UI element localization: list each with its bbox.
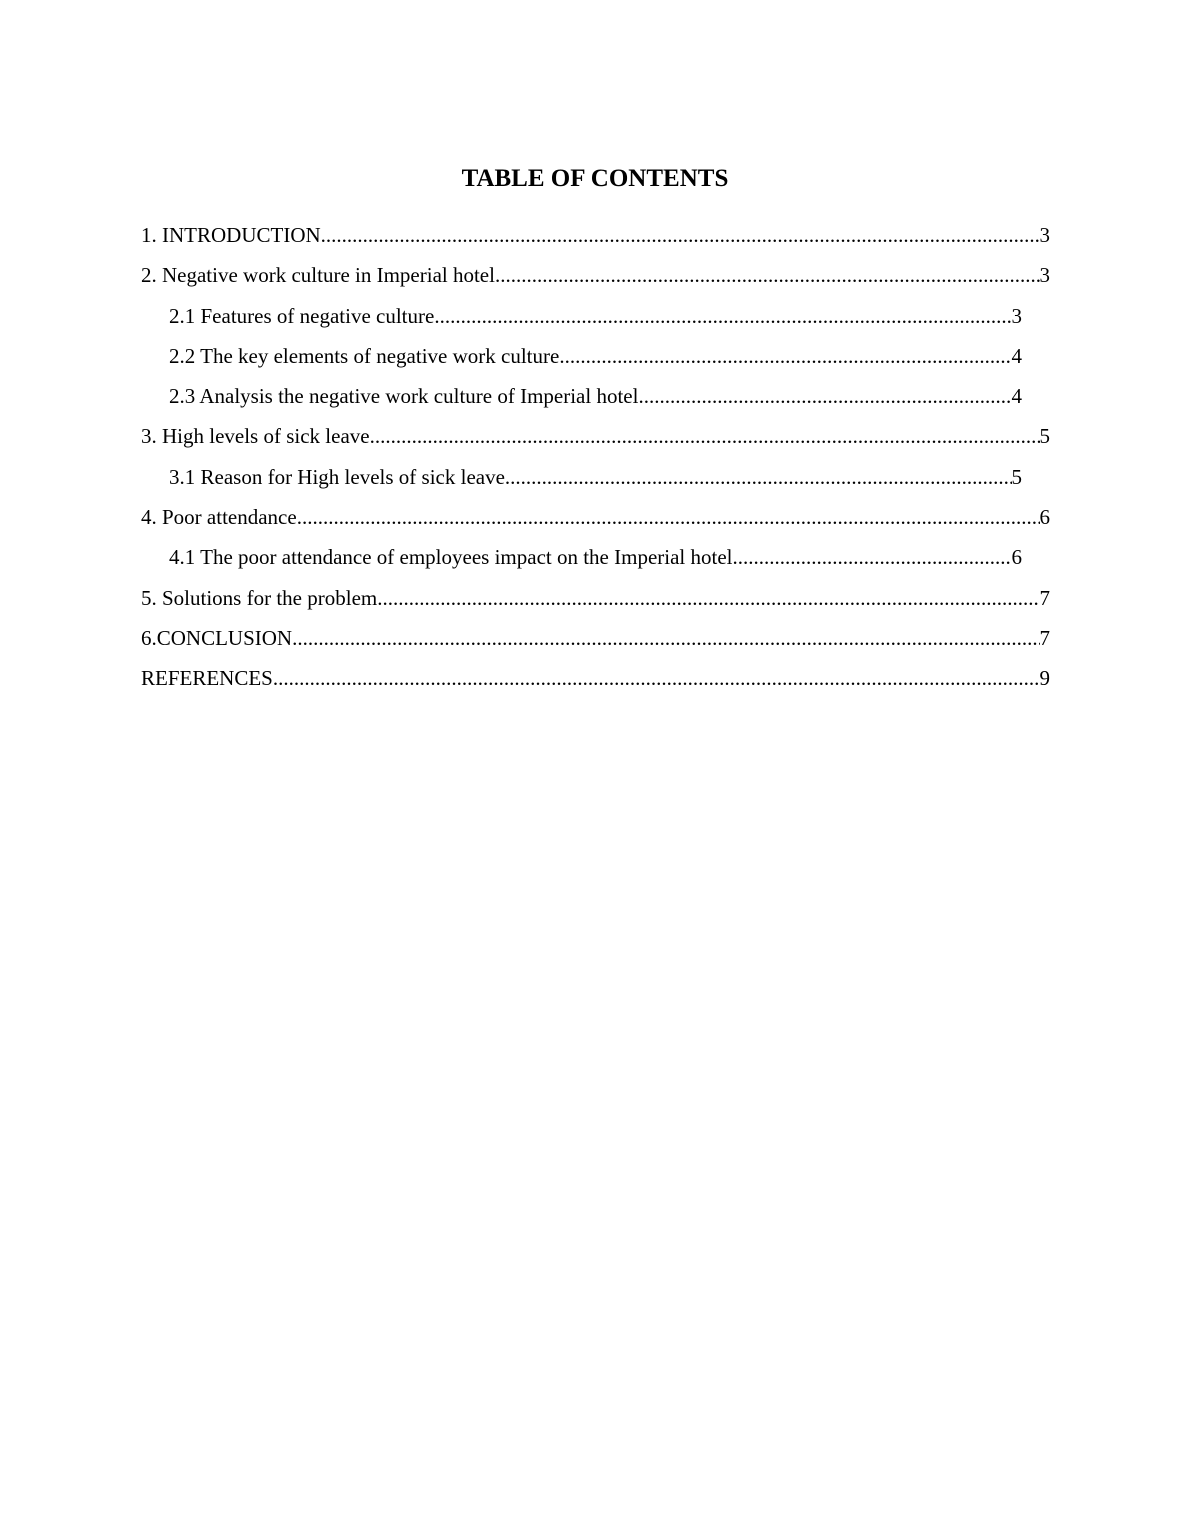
toc-entry-text: 5. Solutions for the problem: [141, 585, 378, 610]
toc-dot-leader: [292, 622, 1039, 654]
toc-entry-text: 1. INTRODUCTION: [141, 223, 321, 247]
toc-dot-leader: [505, 461, 1012, 493]
toc-dot-leader: [370, 420, 1040, 452]
toc-entry[interactable]: [141, 420, 1050, 460]
toc-entry-text: 4. Poor attendance: [141, 505, 297, 530]
toc-page-number: 3: [1011, 303, 1022, 328]
toc-list: [0, 219, 1190, 703]
toc-entry-text: 2.2 The key elements of negative work culture: [169, 343, 560, 368]
toc-entry[interactable]: [141, 622, 1050, 662]
toc-dot-leader: [273, 662, 1040, 694]
toc-dot-leader: [321, 219, 1040, 251]
toc-dot-leader: [377, 582, 1039, 614]
toc-entry[interactable]: [169, 380, 1022, 420]
toc-page-number: 7: [1039, 585, 1050, 610]
toc-entry[interactable]: [141, 219, 1050, 259]
toc-page-number: 4: [1011, 384, 1022, 409]
toc-entry-text: 6.CONCLUSION: [141, 625, 293, 650]
toc-entry[interactable]: [141, 582, 1050, 622]
toc-entry[interactable]: [169, 541, 1022, 581]
toc-entry-text: 2.1 Features of negative culture: [169, 303, 435, 328]
toc-page-number: 5: [1011, 464, 1022, 489]
toc-entry[interactable]: [141, 662, 1050, 702]
toc-entry-text: 2. Negative work culture in Imperial hotel: [141, 263, 495, 288]
toc-entry[interactable]: [169, 340, 1022, 380]
toc-page-number: 3: [1039, 223, 1050, 247]
toc-dot-leader: [638, 380, 1011, 412]
toc-entry[interactable]: [169, 300, 1022, 340]
toc-entry-text: REFERENCES: [141, 666, 273, 691]
toc-page-number: 4: [1011, 343, 1022, 368]
toc-title: TABLE OF CONTENTS: [461, 165, 729, 192]
toc-dot-leader: [733, 541, 1012, 573]
toc-entry[interactable]: [169, 461, 1022, 501]
toc-page-number: 6: [1039, 505, 1050, 530]
toc-page-number: 3: [1039, 263, 1050, 288]
toc-page-number: 5: [1039, 424, 1050, 449]
toc-dot-leader: [297, 501, 1040, 533]
toc-dot-leader: [559, 340, 1011, 372]
toc-entry[interactable]: [141, 501, 1050, 541]
toc-entry-text: 3.1 Reason for High levels of sick leave: [169, 464, 505, 489]
toc-entry[interactable]: [141, 259, 1050, 299]
toc-entry-text: 4.1 The poor attendance of employees impact on the Imperial hotel: [169, 545, 733, 570]
toc-entry-text: 3. High levels of sick leave: [141, 424, 370, 449]
toc-entry-text: 2.3 Analysis the negative work culture of Imperial hotel: [169, 384, 639, 409]
toc-dot-leader: [434, 300, 1011, 332]
toc-dot-leader: [495, 259, 1040, 291]
toc-page-number: 6: [1011, 545, 1022, 570]
toc-page-number: 7: [1039, 625, 1050, 650]
toc-page-number: 9: [1039, 666, 1050, 691]
